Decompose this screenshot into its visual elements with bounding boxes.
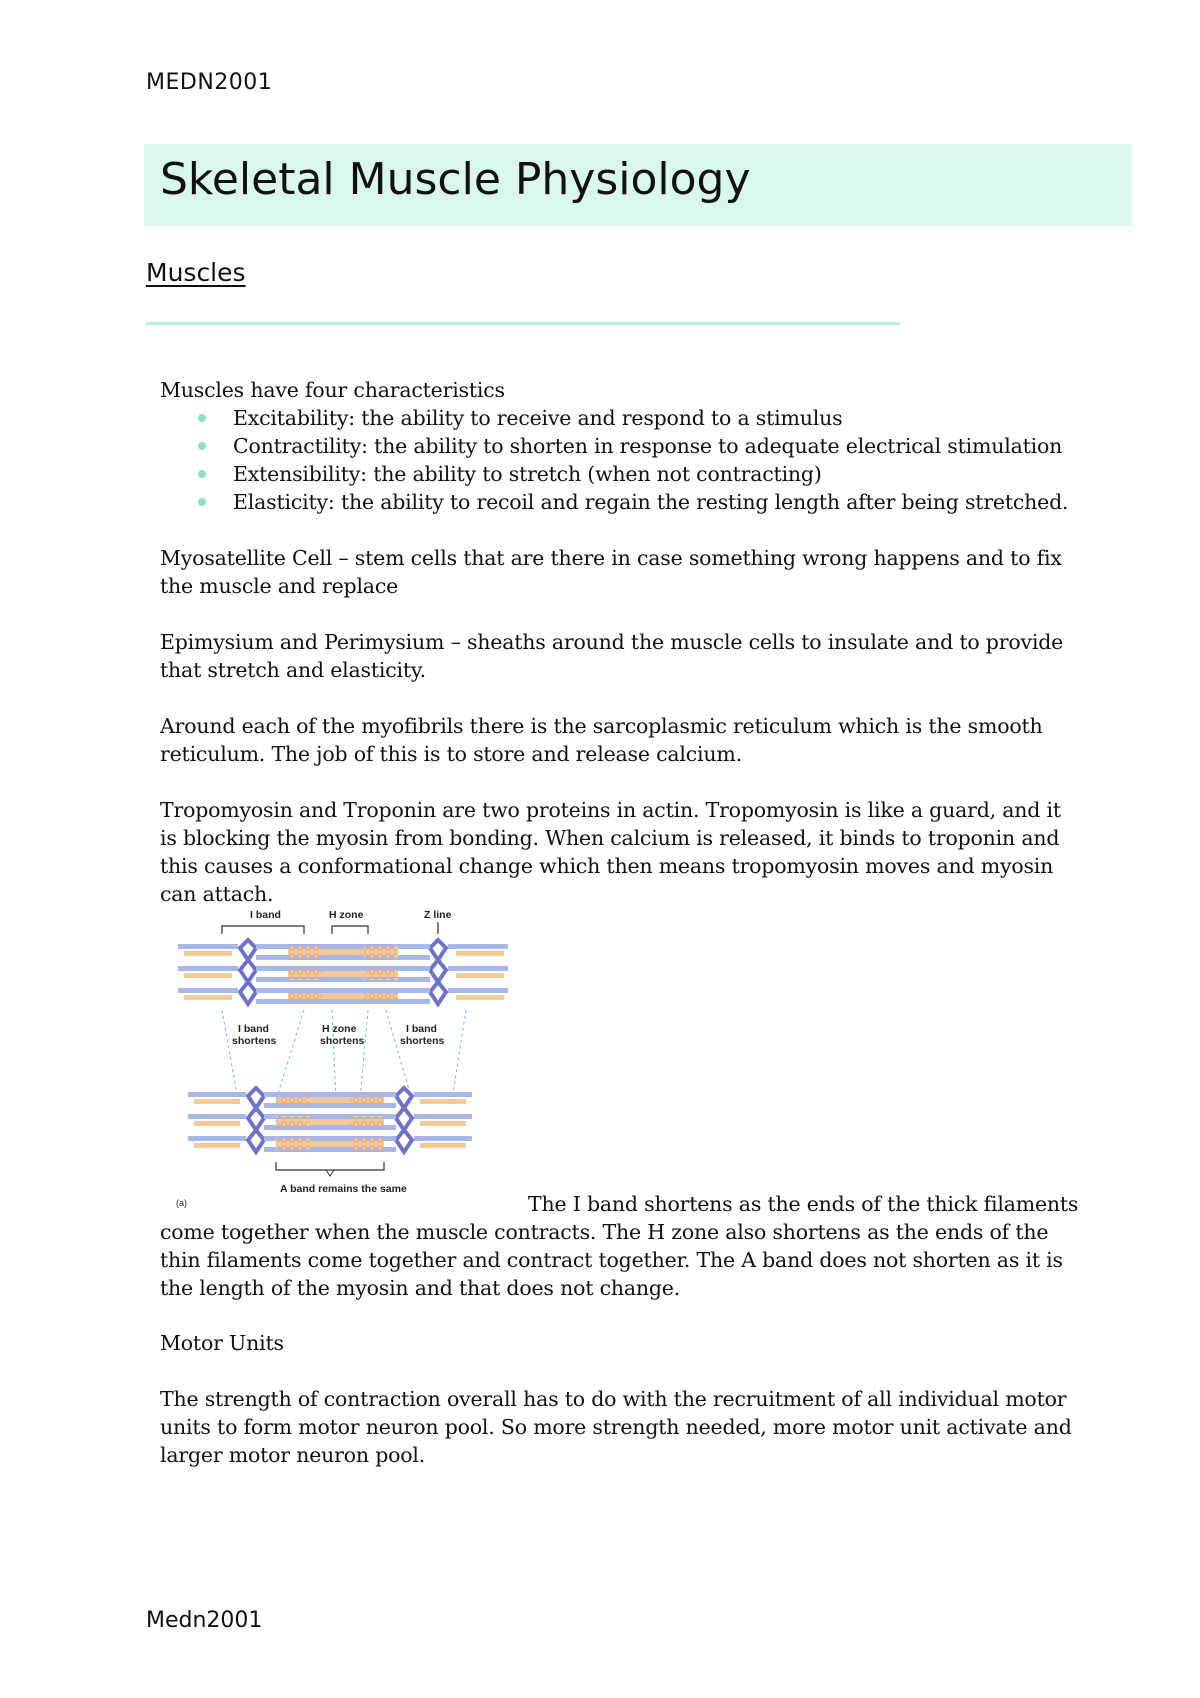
section-heading-muscles: Muscles bbox=[146, 258, 246, 287]
sarcomere-contracted bbox=[188, 1088, 472, 1152]
bullet-icon bbox=[198, 442, 206, 450]
list-item: Elasticity: the ability to recoil and regain the resting length after being stretched. bbox=[160, 488, 1080, 516]
label-i-band-shortens-left: I band bbox=[238, 1023, 269, 1035]
list-item: Extensibility: the ability to stretch (when not contracting) bbox=[160, 460, 1080, 488]
bracket-i-band bbox=[222, 926, 304, 934]
bullet-icon bbox=[198, 498, 206, 506]
arrow-a-band bbox=[326, 1170, 334, 1176]
footer-course-code: Medn2001 bbox=[146, 1608, 263, 1633]
intro-text: Muscles have four characteristics bbox=[160, 378, 505, 402]
bracket-a-band bbox=[276, 1162, 384, 1170]
paragraph-strength: The strength of contraction overall has to do with the recruitment of all individual motor units to form motor neuron pool. So more strength needed, more motor unit activate and larger motor neuron pool. bbox=[160, 1387, 1072, 1467]
characteristics-list bbox=[160, 404, 1080, 516]
page-title: Skeletal Muscle Physiology bbox=[160, 154, 751, 205]
label-z-line: Z line bbox=[424, 909, 452, 921]
paragraph-tropomyosin: Tropomyosin and Troponin are two proteins in actin. Tropomyosin is like a guard, and it is blocking the myosin from bonding. When calcium is released, it binds to troponin and this causes a conformational change which then means tropomyosin moves and myosin can attach. bbox=[160, 798, 1061, 906]
bullet-icon bbox=[198, 414, 206, 422]
paragraph-epimysium: Epimysium and Perimysium – sheaths around the muscle cells to insulate and to provide that stretch and elasticity. bbox=[160, 630, 1064, 682]
label-shortens-middle: shortens bbox=[320, 1035, 365, 1047]
label-h-zone: H zone bbox=[329, 909, 364, 921]
label-panel: (a) bbox=[176, 1198, 187, 1208]
label-shortens-right: shortens bbox=[400, 1035, 445, 1047]
paragraph-sarcoplasmic: Around each of the myofibrils there is the sarcoplasmic reticulum which is the smooth reticulum. The job of this is to store and release calcium. bbox=[160, 714, 1043, 766]
sarcomere-diagram bbox=[176, 904, 536, 1214]
bullet-icon bbox=[198, 470, 206, 478]
label-h-zone-shortens: H zone bbox=[322, 1023, 357, 1035]
label-shortens-left: shortens bbox=[232, 1035, 277, 1047]
motor-units-heading: Motor Units bbox=[160, 1331, 284, 1355]
bracket-h-zone bbox=[332, 926, 368, 934]
section-divider bbox=[146, 322, 900, 325]
list-item: Excitability: the ability to receive and respond to a stimulus bbox=[160, 404, 1080, 432]
list-item: Contractility: the ability to shorten in response to adequate electrical stimulation bbox=[160, 432, 1080, 460]
title-banner bbox=[144, 144, 1132, 226]
header-course-code: MEDN2001 bbox=[146, 70, 273, 95]
paragraph-iband: The I band shortens as the ends of the thick filaments come together when the muscle contracts. The H zone also shortens as the ends of the thin filaments come together and contract together. The A band does not shorten as it is the length of the myosin and that does not change. bbox=[160, 1192, 1079, 1300]
label-i-band-shortens-right: I band bbox=[406, 1023, 437, 1035]
sarcomere-relaxed bbox=[178, 940, 508, 1004]
paragraph-myosatellite: Myosatellite Cell – stem cells that are there in case something wrong happens and to fix the muscle and replace bbox=[160, 546, 1062, 598]
label-a-band: A band remains the same bbox=[280, 1183, 407, 1195]
label-i-band: I band bbox=[250, 909, 281, 921]
